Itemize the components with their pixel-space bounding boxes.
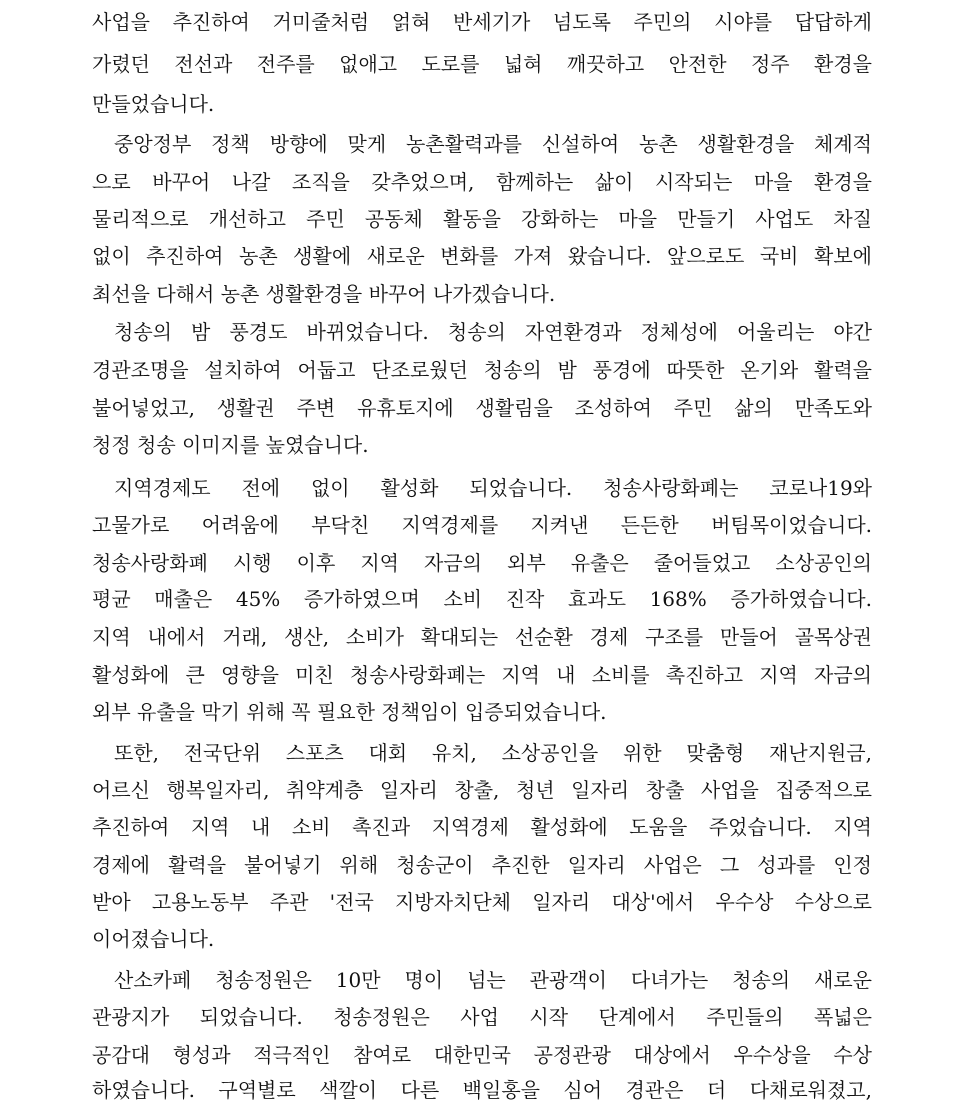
text-line: 청송사랑화폐 시행 이후 지역 자금의 외부 유출은 줄어들었고 소상공인의 bbox=[92, 551, 872, 575]
text-line: 불어넣었고, 생활권 주변 유휴토지에 생활림을 조성하여 주민 삶의 만족도와 bbox=[92, 396, 872, 420]
paragraph-first-line: 지역경제도 전에 없이 활성화 되었습니다. 청송사랑화폐는 코로나19와 bbox=[114, 476, 872, 500]
text-line: 하였습니다. 구역별로 색깔이 다른 백일홍을 심어 경관은 더 다채로워졌고, bbox=[92, 1078, 872, 1102]
paragraph-first-line: 청송의 밤 풍경도 바뀌었습니다. 청송의 자연환경과 정체성에 어울리는 야간 bbox=[114, 320, 872, 344]
text-line: 이어졌습니다. bbox=[92, 927, 215, 951]
text-line: 공감대 형성과 적극적인 참여로 대한민국 공정관광 대상에서 우수상을 수상 bbox=[92, 1043, 872, 1067]
text-line: 사업을 추진하여 거미줄처럼 얽혀 반세기가 넘도록 주민의 시야를 답답하게 bbox=[92, 10, 872, 34]
text-line: 최선을 다해서 농촌 생활환경을 바꾸어 나가겠습니다. bbox=[92, 282, 556, 306]
text-line: 만들었습니다. bbox=[92, 92, 215, 116]
text-line: 관광지가 되었습니다. 청송정원은 사업 시작 단계에서 주민들의 폭넓은 bbox=[92, 1005, 872, 1029]
text-line: 청정 청송 이미지를 높였습니다. bbox=[92, 433, 369, 457]
text-line: 받아 고용노동부 주관 '전국 지방자치단체 일자리 대상'에서 우수상 수상으로 bbox=[92, 890, 872, 914]
paragraph-first-line: 중앙정부 정책 방향에 맞게 농촌활력과를 신설하여 농촌 생활환경을 체계적 bbox=[114, 132, 872, 156]
text-line: 물리적으로 개선하고 주민 공동체 활동을 강화하는 마을 만들기 사업도 차질 bbox=[92, 207, 872, 231]
text-line: 추진하여 지역 내 소비 촉진과 지역경제 활성화에 도움을 주었습니다. 지역 bbox=[92, 815, 872, 839]
text-line: 으로 바꾸어 나갈 조직을 갖추었으며, 함께하는 삶이 시작되는 마을 환경을 bbox=[92, 170, 872, 194]
text-line: 없이 추진하여 농촌 생활에 새로운 변화를 가져 왔습니다. 앞으로도 국비 확보에 bbox=[92, 244, 872, 268]
text-line: 외부 유출을 막기 위해 꼭 필요한 정책임이 입증되었습니다. bbox=[92, 700, 607, 724]
text-line: 가렸던 전선과 전주를 없애고 도로를 넓혀 깨끗하고 안전한 정주 환경을 bbox=[92, 52, 872, 76]
text-line: 어르신 행복일자리, 취약계층 일자리 창출, 청년 일자리 창출 사업을 집중적으로 bbox=[92, 778, 872, 802]
text-line: 고물가로 어려움에 부닥친 지역경제를 지켜낸 든든한 버팀목이었습니다. bbox=[92, 513, 872, 537]
paragraph-first-line: 산소카페 청송정원은 10만 명이 넘는 관광객이 다녀가는 청송의 새로운 bbox=[114, 968, 872, 992]
text-line: 지역 내에서 거래, 생산, 소비가 확대되는 선순환 경제 구조를 만들어 골목상권 bbox=[92, 625, 872, 649]
text-line: 경제에 활력을 불어넣기 위해 청송군이 추진한 일자리 사업은 그 성과를 인정 bbox=[92, 853, 872, 877]
text-line: 활성화에 큰 영향을 미친 청송사랑화폐는 지역 내 소비를 촉진하고 지역 자금의 bbox=[92, 663, 872, 687]
paragraph-first-line: 또한, 전국단위 스포츠 대회 유치, 소상공인을 위한 맞춤형 재난지원금, bbox=[114, 741, 872, 765]
text-line: 평균 매출은 45% 증가하였으며 소비 진작 효과도 168% 증가하였습니다. bbox=[92, 587, 872, 611]
text-line: 경관조명을 설치하여 어둡고 단조로웠던 청송의 밤 풍경에 따뜻한 온기와 활력을 bbox=[92, 358, 872, 382]
